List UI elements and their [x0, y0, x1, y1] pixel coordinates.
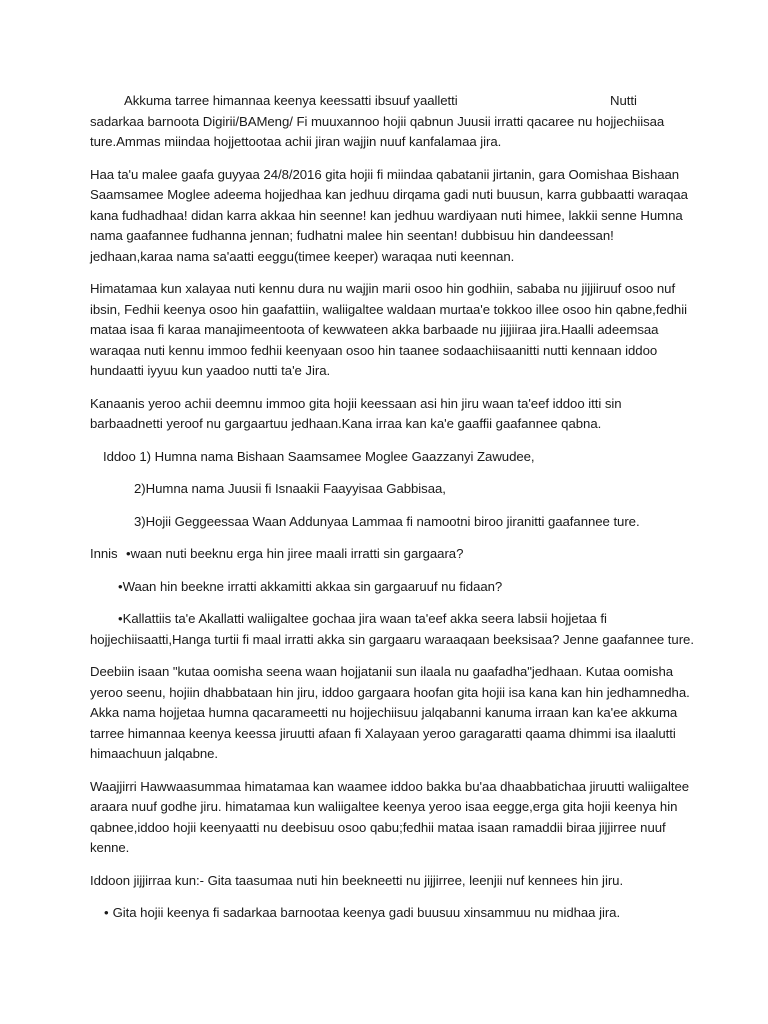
document-body	[90, 91, 694, 936]
paragraph-3-line: ibsin, Fedhii keenya osoo hin gaafattiin, waliigaltee waldaan murtaa'e tokkoo illee osoo hin qabne,fedhii	[90, 301, 687, 317]
paragraph-1-line2: sadarkaa barnoota Digirii/BAMeng/ Fi muuxannoo hojii qabnun Juusii irratti qacaree nu hojjechiisaa	[90, 113, 665, 129]
paragraph-7-line: Iddoon jijjirraa kun:- Gita taasumaa nuti hin beekneetti nu jijjirree, leenjii nuf kennees hin jiru.	[90, 872, 624, 888]
paragraph-6-line: qabnee,iddoo hojii keenyaatti nu deebisuu osoo qabu;fedhii mataa isaan ramaddii biraa jijjirree nuuf	[90, 819, 666, 835]
paragraph-1-line3: ture.Ammas miindaa hojjettootaa achii jiran wajjin nuuf kanfalamaa jira.	[90, 134, 502, 149]
iddoo-item-2	[90, 479, 690, 500]
paragraph-2	[90, 165, 690, 268]
paragraph-1	[90, 91, 690, 153]
paragraph-5-line: Deebiin isaan "kutaa oomisha seena waan hojjatanii sun ilaala nu gaafadha"jedhaan. Kutaa oomisha	[90, 664, 674, 679]
paragraph-5-line: yeroo seenu, hojiin dhabbataan hin jiru, iddoo gargaara hoofan gita hojii isa kana kan hin jedhamnedha.	[90, 684, 690, 700]
paragraph-2-line: Haa ta'u malee gaafa guyyaa 24/8/2016 gita hojii fi miindaa qabatanii jirtanin, gara Oomishaa Bishaan	[90, 166, 680, 182]
final-bullet-text: Gita hojii keenya fi sadarkaa barnootaa keenya gadi buusuu xinsammuu nu midhaa jira.	[112, 905, 621, 920]
paragraph-3	[90, 279, 690, 382]
paragraph-2-line: jedhaan,karaa nama sa'aatti eeggu(timee keeper) waraqaa nuti keennan.	[90, 248, 515, 264]
paragraph-3-line: hundaatti iyyuu kun yaadoo nutti ta'e Jira.	[90, 363, 331, 378]
paragraph-6-line: kenne.	[90, 840, 130, 855]
paragraph-4	[90, 394, 690, 435]
paragraph-3-line: mataa isaa fi karaa manajimeentoota of kewwateen akka barbaade nu jijjiiraa jira.Haalli adeemsaa	[90, 322, 659, 337]
innis-question-3	[90, 609, 694, 650]
paragraph-6-line: araara nuuf godhe jiru. himatamaa kun waliigaltee keenya yeroo isaa eegge,erga gita hojii keenya hin	[90, 799, 678, 814]
innis-question-3-line1: •Kallattiis ta'e Akallatti waliigaltee gochaa jira waan ta'eef akka seera labsii hojjetaa fi	[118, 611, 607, 626]
paragraph-4-line: Kanaanis yeroo achii deemnu immoo gita hojii keessaan asi hin jiru waan ta'eef iddoo itti sin	[90, 395, 622, 411]
innis-question-2	[90, 577, 690, 598]
iddoo-item-3-text: 3)Hojii Geggeessaa Waan Addunyaa Lammaa fi namootni biroo jiranitti gaafannee ture.	[134, 513, 640, 529]
paragraph-3-line: waraqaa nuti kennu immoo fedhii keenyaan osoo hin taanee sodaachiisaanitti nutti kennaan iddoo	[90, 342, 658, 358]
paragraph-5-line: Akka nama hojjetaa humna qacarameetti nu hojjechiisuu jalqabanni kanuma irraan kan ka'ee akkuma	[90, 705, 678, 720]
iddoo-item-2-text: 2)Humna nama Juusii fi Isnaakii Faayyisaa Gabbisaa,	[134, 481, 446, 496]
innis-label: Innis	[90, 546, 118, 561]
paragraph-2-line: kana fudhadhaa! didan karra akkaa hin seenne! kan jedhuu wardiyaan nuti himee, lakkii senne Humna	[90, 207, 683, 223]
paragraph-1-line1-left: Akkuma tarree himannaa keenya keessatti ibsuuf yaalletti	[124, 93, 458, 108]
paragraph-6	[90, 777, 690, 859]
paragraph-1-line1-right: Nutti	[610, 93, 637, 108]
final-bullet-item	[90, 903, 690, 924]
paragraph-2-line: Saamsamee Moglee adeema hojjedhaa kan jedhuu dirqama gadi nuti buusun, karra gubbaatti waraqaa	[90, 187, 688, 202]
innis-question-2-text: •Waan hin beekne irratti akkamitti akkaa sin gargaaruuf nu fidaan?	[118, 578, 503, 594]
innis-question-3-line2: hojjechiisaatti,Hanga turtii fi maal irratti akka sin gargaaru waraaqaan beeksisaa? Jenne gaafannee ture.	[90, 631, 694, 647]
paragraph-3-line: Himatamaa kun xalayaa nuti kennu dura nu wajjin marii osoo hin godhiin, sababa nu jijjiiruuf osoo nuf	[90, 281, 676, 296]
iddoo-item-3	[90, 512, 690, 533]
innis-question-1-text: •waan nuti beeknu erga hin jiree maali irratti sin gargaara?	[126, 546, 464, 561]
paragraph-7	[90, 871, 690, 892]
paragraph-1-first-line	[90, 91, 690, 112]
paragraph-2-line: nama gaafannee fudhanna jennan; fudhatni malee hin seentan! dubbisuu hin dandeessan!	[90, 228, 614, 243]
paragraph-5	[90, 662, 690, 765]
iddoo-item-1	[90, 447, 690, 468]
iddoo-item-1-text: Iddoo 1) Humna nama Bishaan Saamsamee Moglee Gaazzanyi Zawudee,	[103, 448, 535, 464]
bullet-icon: •	[104, 905, 109, 920]
paragraph-4-line: barbaadnetti yeroof nu gargaartuu jedhaan.Kana irraa kan ka'e gaaffii gaafannee qabna.	[90, 416, 602, 431]
paragraph-6-line: Waajjirri Hawwaasummaa himatamaa kan waamee iddoo bakka bu'aa dhaabbatichaa jiruutti waliigaltee	[90, 778, 690, 794]
paragraph-5-line: tarree himannaa keenya keessa jiruutti afaan fi Xalayaan yeroo garagaratti qaama dhimmi isa ilaalutti	[90, 725, 676, 741]
paragraph-5-line: himaachuun jalqabne.	[90, 746, 219, 761]
innis-question-1	[90, 544, 690, 565]
